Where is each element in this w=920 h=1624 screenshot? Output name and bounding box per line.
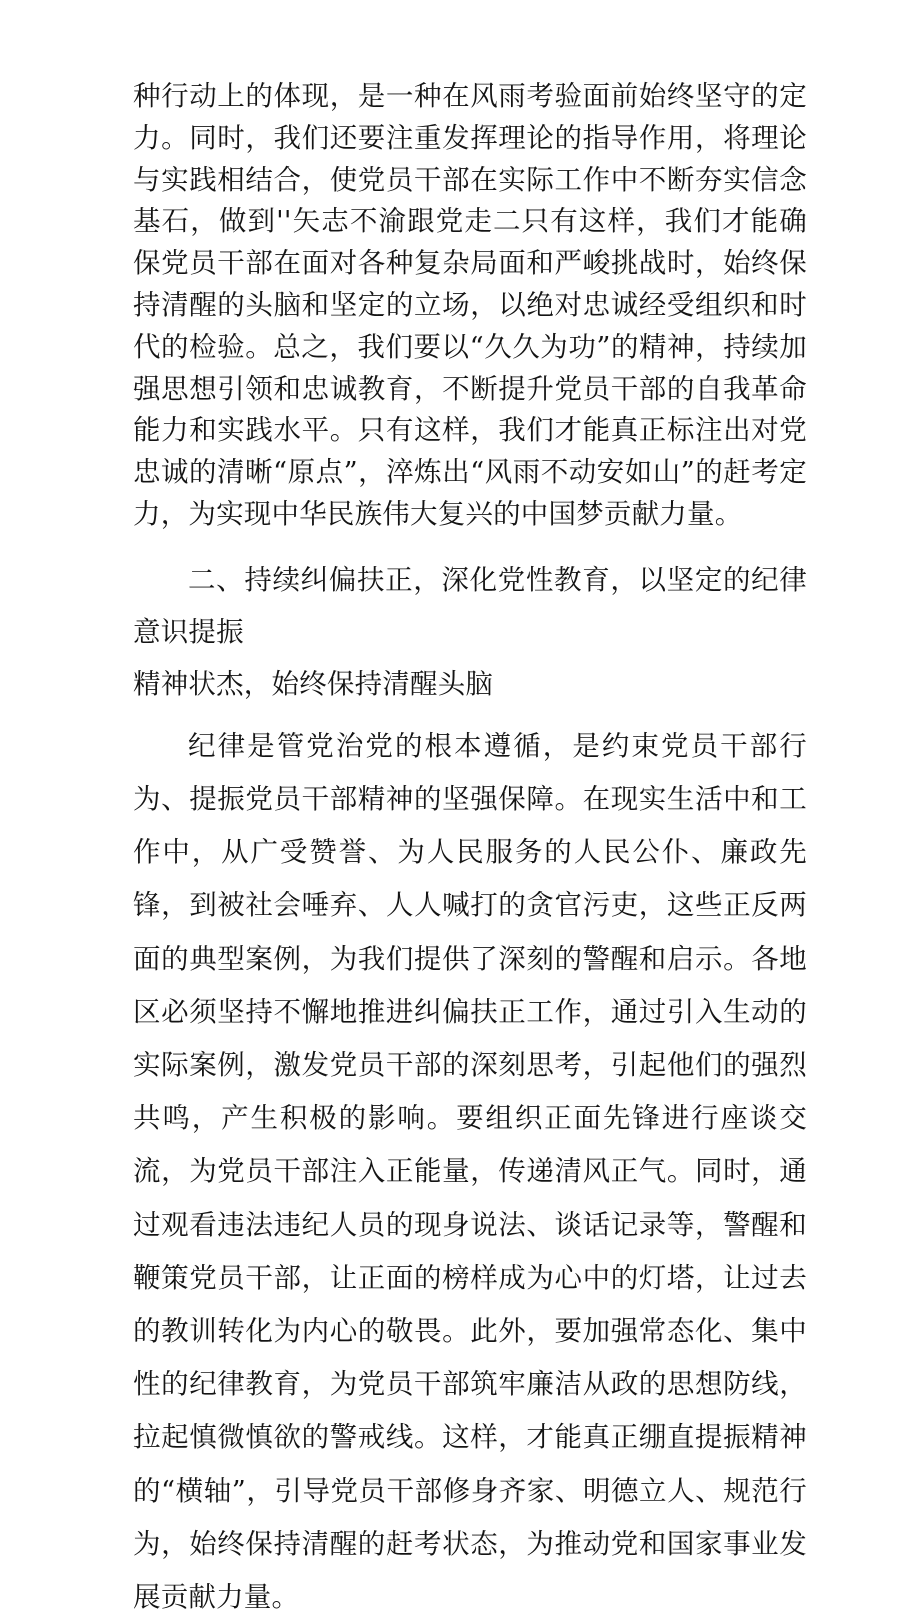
spacer-before-heading bbox=[133, 536, 807, 554]
paragraph-discipline: 纪律是管党治党的根本遵循，是约束党员干部行为、提振党员干部精神的坚强保障。在现实生活中和工作中，从广受赞誉、为人民服务的人民公仆、廉政先锋，到被社会唾弃、人人喊打的贪官污吏，这些正反两面的典型案例，为我们提供了深刻的警醒和启示。各地区必须坚持不懈地推进纠偏扶正工作，通过引入生动的实际案例，激发党员干部的深刻思考，引起他们的强烈共鸣，产生积极的影响。要组织正面先锋进行座谈交流，为党员干部注入正能量，传递清风正气。同时，通过观看违法违纪人员的现身说法、谈话记录等，警醒和鞭策党员干部，让正面的榜样成为心中的灯塔，让过去的教训转化为内心的敬畏。此外，要加强常态化、集中性的纪律教育，为党员干部筑牢廉洁从政的思想防线，拉起慎微慎欲的警戒线。这样，才能真正绷直提振精神的“横轴”，引导党员干部修身齐家、明德立人、规范行为，始终保持清醒的赶考状态，为推动党和国家事业发展贡献力量。 bbox=[133, 729, 807, 1614]
paragraph-continued: 种行动上的体现，是一种在风雨考验面前始终坚守的定力。同时，我们还要注重发挥理论的指导作用，将理论与实践相结合，使党员干部在实际工作中不断夯实信念基石，做到''矢志不渝跟党走二只有这样，我们才能确保党员干部在面对各种复杂局面和严峻挑战时，始终保持清醒的头脑和坚定的立场，以绝对忠诚经受组织和时代的检验。总之，我们要以“久久为功”的精神，持续加强思想引领和忠诚教育，不断提升党员干部的自我革命能力和实践水平。只有这样，我们才能真正标注出对党忠诚的清晰“原点”，淬炼出“风雨不动安如山”的赶考定力，为实现中华民族伟大复兴的中国梦贡献力量。 bbox=[133, 80, 807, 530]
text-column bbox=[133, 76, 807, 1624]
spacer-after-heading bbox=[133, 710, 807, 720]
section-heading-two bbox=[133, 554, 807, 710]
heading-line-2: 精神状杰，始终保持清醒头脑 bbox=[133, 667, 494, 700]
heading-line-1: 二、持续纠偏扶正，深化党性教育，以坚定的纪律意识提振 bbox=[133, 563, 807, 648]
